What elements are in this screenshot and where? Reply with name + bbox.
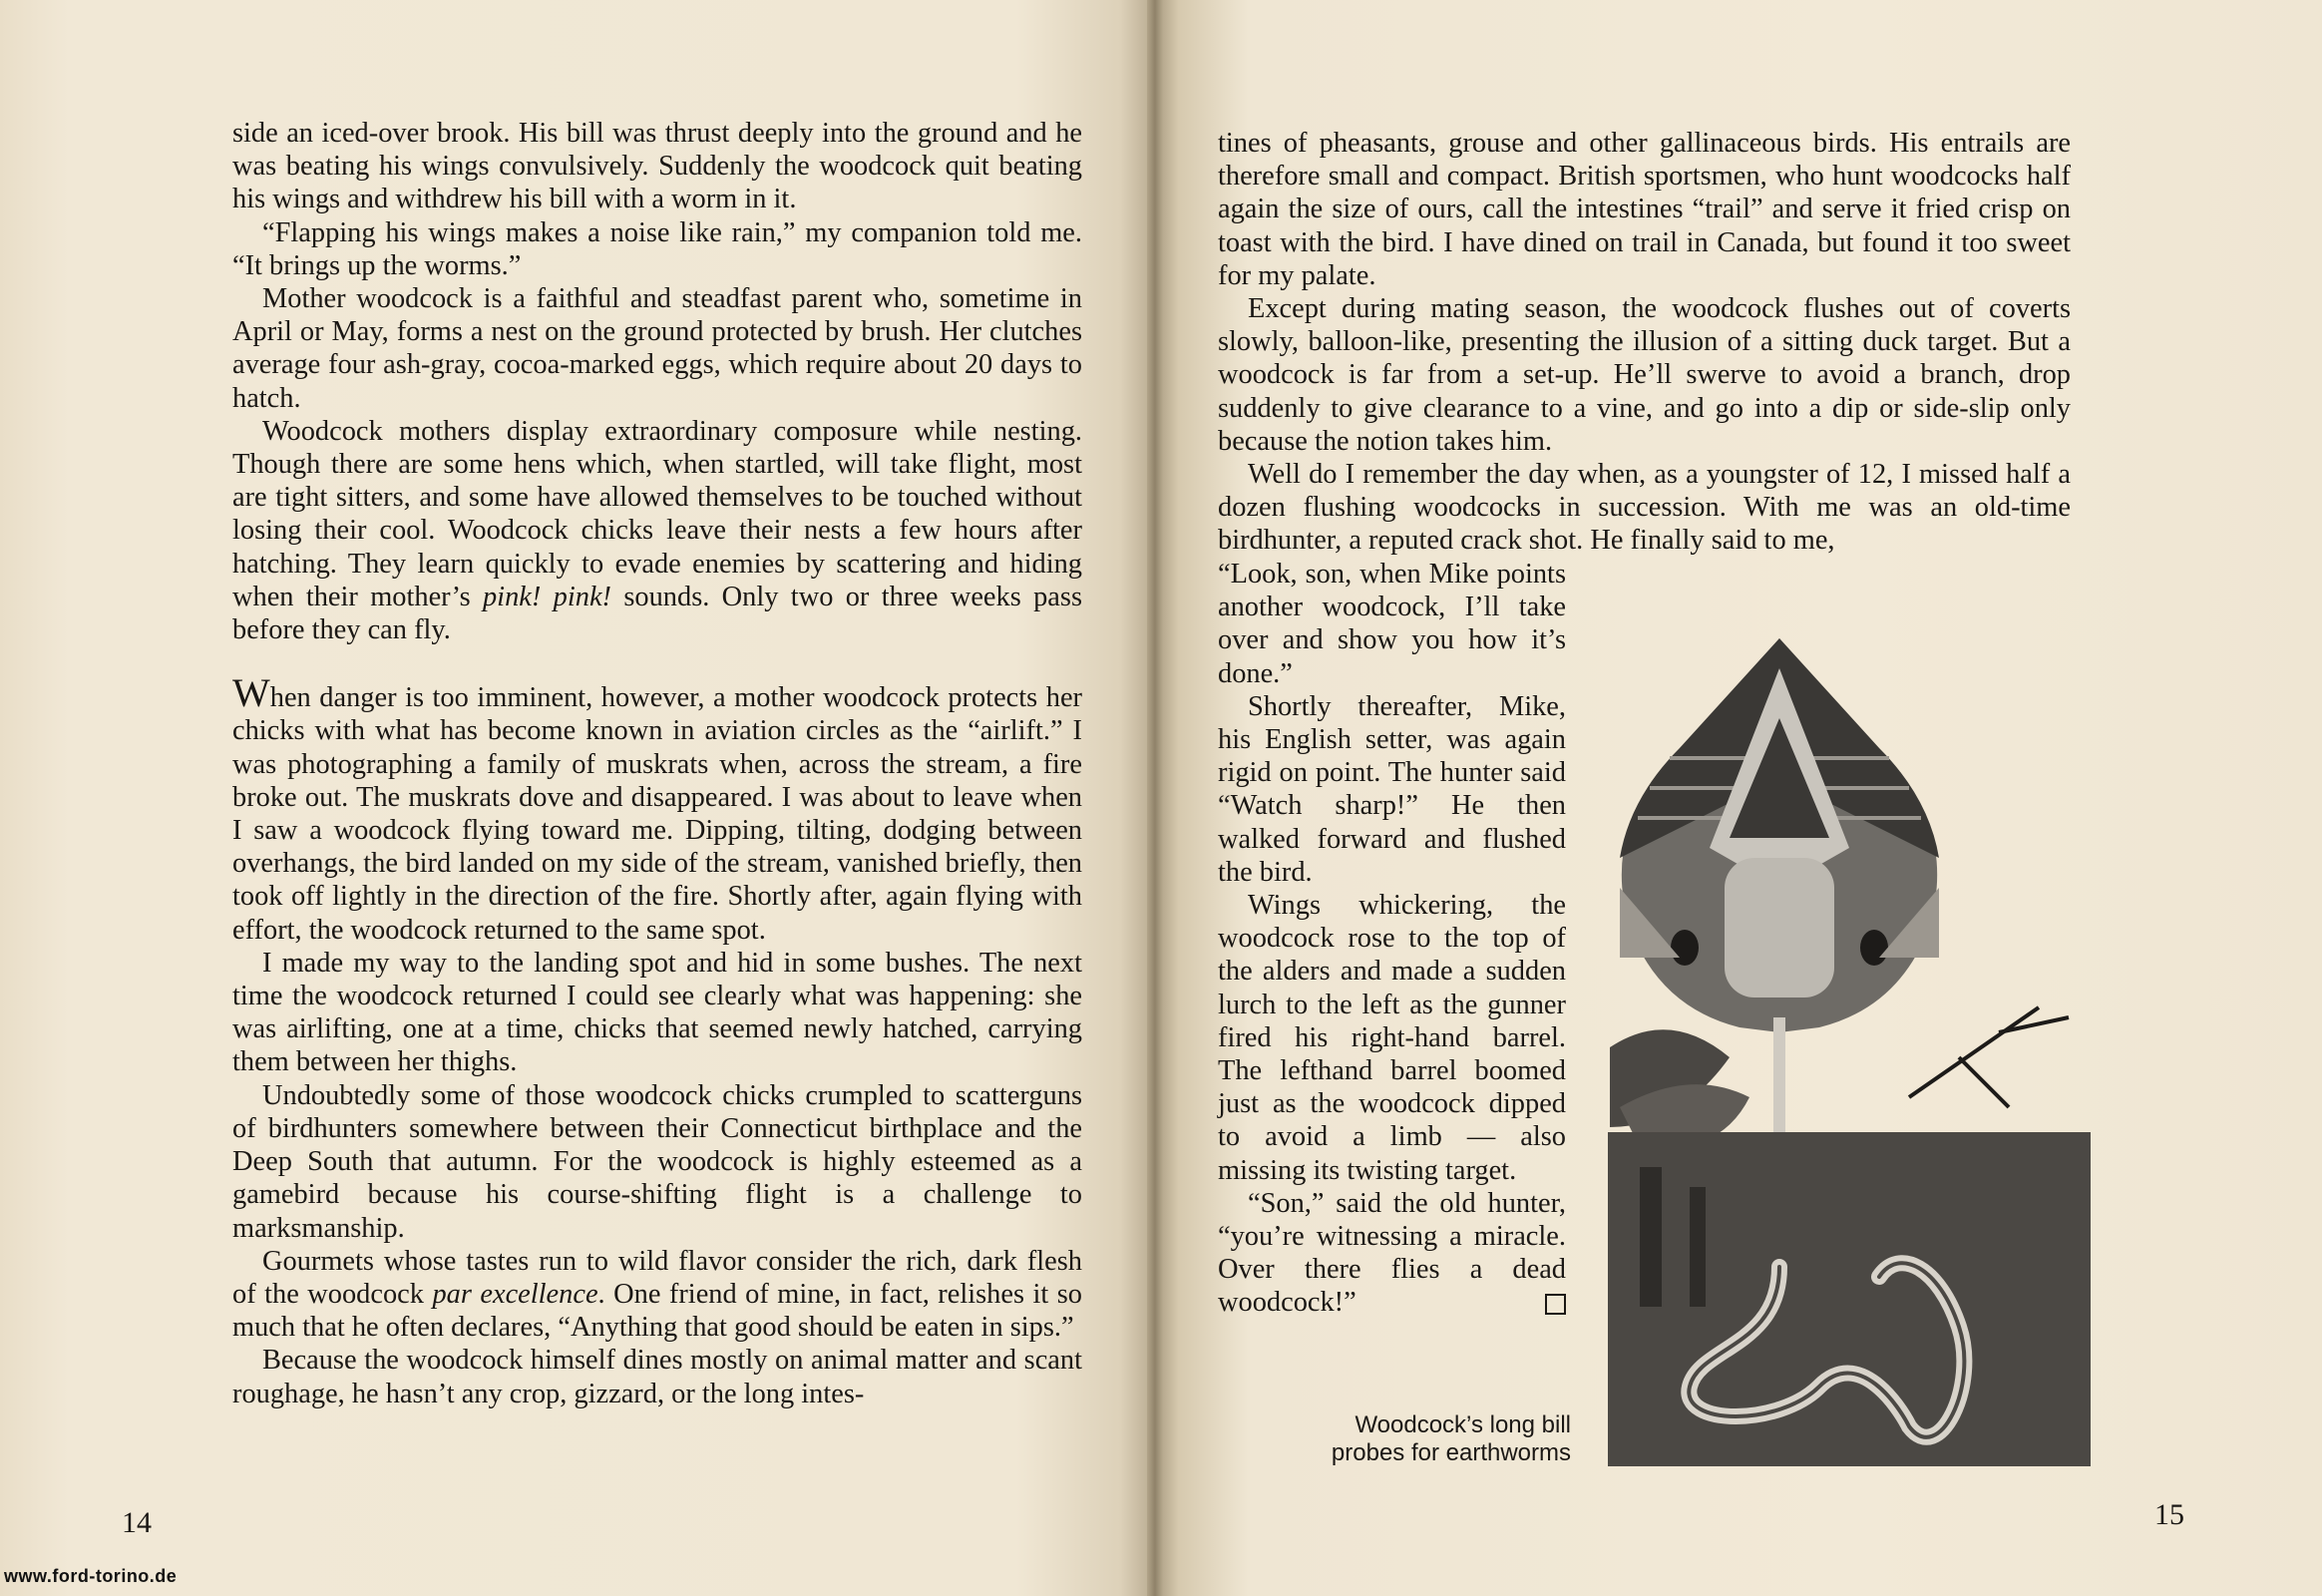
book-spine bbox=[1147, 0, 1163, 1596]
paragraph: Well do I remember the day when, as a youngster of 12, I missed half a dozen flushing woodcocks in succession. With me was an old-time birdhunter, a reputed crack shot. He finally said to me, bbox=[1218, 459, 2071, 557]
paragraph-text: . One friend of mine, in fact, relishes it so much that he often declares, “Anything that good should be eaten in sips.” bbox=[232, 1278, 1082, 1344]
right-page-text bbox=[1218, 127, 2071, 558]
paragraph: “Flapping his wings makes a noise like rain,” my companion told me. “It brings up the worms.” bbox=[232, 216, 1082, 281]
section-opening-paragraph: When danger is too imminent, however, a mother woodcock protects her chicks with what has become known in aviation circles as the “airlift.” I was photographing a family of muskrats when, across the stream, a fire broke out. The muskrats dove and disappeared. I was about to leave when I saw a woodcock flying toward me. Dipping, tilting, dodging between overhangs, the bird landed on my side of the stream, vanished briefly, then took off lightly in the direction of the fire. Shortly after, again flying with effort, the woodcock returned to the same spot. bbox=[232, 670, 1082, 946]
left-page-text bbox=[232, 117, 1082, 1410]
paragraph-text: Gourmets whose tastes run to wild flavor consider the rich, dark flesh of the woodcock bbox=[232, 1245, 1082, 1310]
watermark: www.ford-torino.de bbox=[4, 1566, 178, 1586]
paragraph: Because the woodcock himself dines mostly on animal matter and scant roughage, he hasn’t any crop, gizzard, or the long intes- bbox=[232, 1345, 1082, 1409]
page-number-left: 14 bbox=[122, 1506, 152, 1539]
paragraph: Mother woodcock is a faithful and steadfast parent who, sometime in April or May, forms a nest on the ground protected by brush. Her clutches average four ash-gray, cocoa-marked eggs, which require about 20 days to hatch. bbox=[232, 283, 1082, 414]
paragraph: Shortly thereafter, Mike, his English setter, was again rigid on point. The hunter said “Watch sharp!” He then walked forward and flushed the bird. bbox=[1218, 690, 1566, 888]
woodcock-earthworm-illustration bbox=[1580, 628, 2104, 1466]
end-mark-icon bbox=[1545, 1294, 1566, 1315]
initial-letter: W bbox=[232, 670, 270, 716]
paragraph-text: Woodcock mothers display extraordinary composure while nesting. Though there are some hens which, when startled, will take flight, most are tight sitters, and some have allowed themselves to be touched without losing their cool. Woodcock chicks leave their nests a few hours after hatching. They learn quickly to evade enemies by scattering and hiding when their mother’s bbox=[232, 415, 1082, 612]
paragraph: side an iced-over brook. His bill was thrust deeply into the ground and he was beating his wings convulsively. Suddenly the woodcock quit beating his wings and withdrew his bill with a worm in it. bbox=[232, 118, 1082, 215]
paragraph: I made my way to the landing spot and hid in some bushes. The next time the woodcock returned I could see clearly what was happening: she was airlifting, one at a time, chicks that seemed newly hatched, carrying them between her thighs. bbox=[232, 947, 1082, 1078]
paragraph bbox=[1218, 1187, 1566, 1320]
illustration-caption: Woodcock’s long bill probes for earthworms bbox=[1331, 1411, 1571, 1466]
right-page-narrow-text bbox=[1218, 558, 1566, 1320]
paragraph: Wings whickering, the woodcock rose to the top of the alders and made a sudden lurch to the left as the gunner fired his right-hand barrel. The lefthand barrel boomed just as the woodcock dipped to avoid a limb — also missing its twisting target. bbox=[1218, 890, 1566, 1186]
italic-phrase: par excellence bbox=[432, 1278, 598, 1310]
paragraph-text: “Son,” said the old hunter, “you’re witnessing a miracle. Over there flies a dead woodcock!” bbox=[1218, 1187, 1566, 1319]
italic-phrase: pink! pink! bbox=[482, 581, 611, 612]
paragraph bbox=[232, 415, 1082, 646]
paragraph-text: sounds. Only two or three weeks pass before they can fly. bbox=[232, 581, 1083, 646]
paragraph: “Look, son, when Mike points another woodcock, I’ll take over and show you how it’s done.” bbox=[1218, 559, 1566, 689]
paragraph bbox=[232, 1245, 1082, 1345]
paragraph: Except during mating season, the woodcock flushes out of coverts slowly, balloon-like, presenting the illusion of a sitting duck target. But a woodcock is far from a set-up. He’ll swerve to avoid a branch, drop suddenly to give clearance to a vine, and go into a dip or side-slip only because the notion takes him. bbox=[1218, 293, 2071, 457]
page-number-right: 15 bbox=[2154, 1498, 2184, 1531]
paragraph: tines of pheasants, grouse and other gallinaceous birds. His entrails are therefore small and compact. British sportsmen, who hunt woodcocks half again the size of ours, call the intestines “trail” and serve it fried crisp on toast with the bird. I have dined on trail in Canada, but found it too sweet for my palate. bbox=[1218, 128, 2071, 291]
paragraph: Undoubtedly some of those woodcock chicks crumpled to scatterguns of birdhunters somewhere between their Connecticut birthplace and the Deep South that autumn. For the woodcock is highly esteemed as a gamebird because his course-shifting flight is a challenge to marksmanship. bbox=[232, 1079, 1082, 1244]
